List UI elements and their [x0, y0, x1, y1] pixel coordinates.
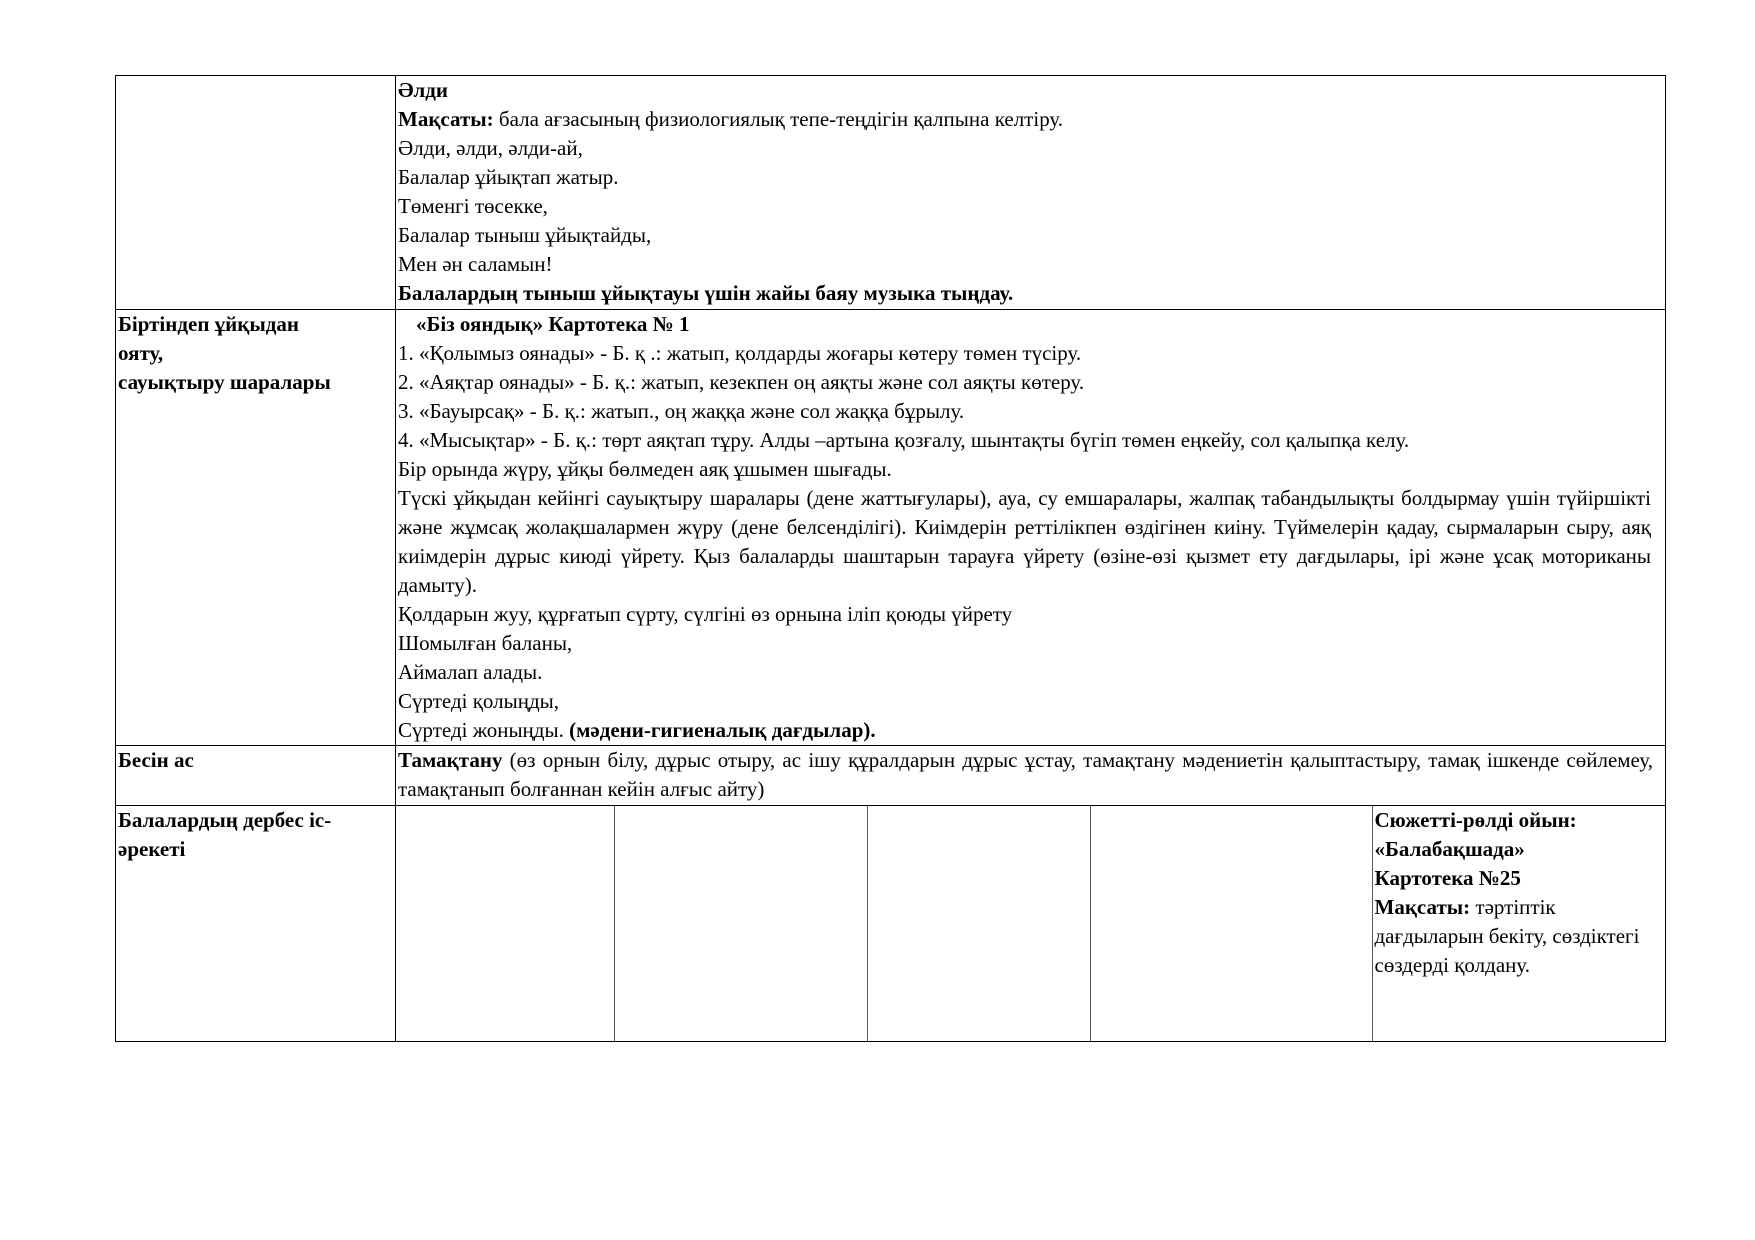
wakeup-walk: Бір орында жүру, ұйқы бөлмеден аяқ ұшымен шығады. — [398, 457, 892, 481]
game-goal-text: тәртіптік дағдыларын бекіту, сөздіктегі сөздерді қолдану. — [1374, 895, 1640, 977]
game-goal — [1375, 893, 1667, 980]
sleep-poem-line: Төменгі төсекке, — [398, 194, 548, 218]
row-sleep-content — [396, 76, 1666, 310]
sleep-music: Балалардың тыныш ұйықтауы үшін жайы баяу музыка тыңдау. — [398, 281, 1014, 305]
row-wakeup-label — [116, 310, 396, 746]
row-independent-content — [396, 806, 1666, 1042]
exercise-item: 3. «Бауырсақ» - Б. қ.: жатып., оң жаққа және сол жаққа бұрылу. — [398, 399, 965, 423]
row-snack — [116, 746, 1666, 806]
wakeup-label-line: ояту, — [118, 341, 164, 365]
game-goal-label: Мақсаты: — [1374, 895, 1471, 919]
row-independent-label — [116, 806, 396, 1042]
independent-label-line: Балалардың дербес іс- — [118, 808, 332, 832]
wakeup-last-text: Сүртеді жоныңды. — [398, 718, 570, 742]
wakeup-poem-line: Сүртеді қолыңды, — [398, 689, 560, 713]
sleep-goal-text: бала ағзасының физиологиялық тепе-теңдігін қалпына келтіру. — [493, 107, 1064, 131]
sleep-goal-label: Мақсаты: — [398, 107, 494, 131]
sleep-poem-line: Мен ән саламын! — [398, 252, 553, 276]
row-wakeup — [116, 310, 1666, 746]
wakeup-poem-line: Аймалап алады. — [398, 660, 543, 684]
exercise-item: 2. «Аяқтар оянады» - Б. қ.: жатып, кезекпен оң аяқты және сол аяқты көтеру. — [398, 370, 1085, 394]
wakeup-label-line: Біртіндеп ұйқыдан — [118, 312, 299, 336]
wakeup-paragraph: Түскі ұйқыдан кейінгі сауықтыру шаралары (дене жаттығулары), ауа, су емшаралары, жалпақ табандылықты болдырмау үшін түйіршікті және жұмсақ жолақшалармен жүру (дене белсенділігі). Киімдерін реттілікпен өздігінен киіну. Түймелерін қадау, сырмаларын сыру, аяқ киімдерін дұрыс киюді үйрету. Қыз балаларды шаштарын тарауға үйрету (өзіне-өзі қызмет ету дағдылары, ірі және ұсақ моториканы дамыту). — [398, 486, 1651, 597]
game-cell — [1372, 806, 1668, 1041]
wakeup-title: «Біз ояндық» Картотека № 1 — [416, 312, 690, 336]
wakeup-hands: Қолдарын жуу, құрғатып сүрту, сүлгіні өз орнына іліп қоюды үйрету — [398, 602, 1013, 626]
wakeup-label-line: сауықтыру шаралары — [118, 370, 331, 394]
row-independent — [116, 806, 1666, 1042]
independent-label-line: әрекеті — [118, 837, 186, 861]
sleep-title: Әлди — [398, 78, 449, 102]
weekday-cell — [867, 806, 1090, 1041]
game-line: «Балабақшада» — [1374, 837, 1525, 861]
row-sleep — [116, 76, 1666, 310]
snack-title: Тамақтану — [398, 748, 503, 772]
sleep-poem-line: Балалар ұйықтап жатыр. — [398, 165, 619, 189]
row-snack-label: Бесін ас — [116, 746, 396, 806]
weekday-cell — [1090, 806, 1372, 1041]
row-sleep-label — [116, 76, 396, 310]
exercise-item: 4. «Мысықтар» - Б. қ.: төрт аяқтап тұру. Алды –артына қозғалу, шынтақты бүгіп төмен еңкейу, сол қалыпқа келу. — [398, 428, 1410, 452]
snack-text: (өз орнын білу, дұрыс отыру, ас ішу құралдарын дұрыс ұстау, тамақтану мәдениетін қалыптастыру, тамақ ішкенде сөйлемеу, тамақтанып болғаннан кейін алғыс айту) — [398, 748, 1653, 801]
wakeup-poem-line: Шомылған баланы, — [398, 631, 573, 655]
wakeup-last-bold: (мәдени-гигиеналық дағдылар). — [569, 718, 876, 742]
game-line: Картотека №25 — [1374, 866, 1521, 890]
exercise-item: 1. «Қолымыз оянады» - Б. қ .: жатып, қолдарды жоғары көтеру төмен түсіру. — [398, 341, 1082, 365]
daily-plan-table — [115, 75, 1666, 1042]
game-line: Сюжетті-рөлді ойын: — [1374, 808, 1577, 832]
wakeup-last-line — [398, 716, 1663, 745]
weekday-columns — [398, 806, 1668, 1041]
sleep-poem-line: Әлди, әлди, әлди-ай, — [398, 136, 583, 160]
row-snack-content — [396, 746, 1666, 806]
weekday-cell — [398, 806, 614, 1041]
sleep-poem-line: Балалар тыныш ұйықтайды, — [398, 223, 652, 247]
sleep-goal — [398, 105, 1663, 134]
row-wakeup-content — [396, 310, 1666, 746]
weekday-cell — [614, 806, 867, 1041]
